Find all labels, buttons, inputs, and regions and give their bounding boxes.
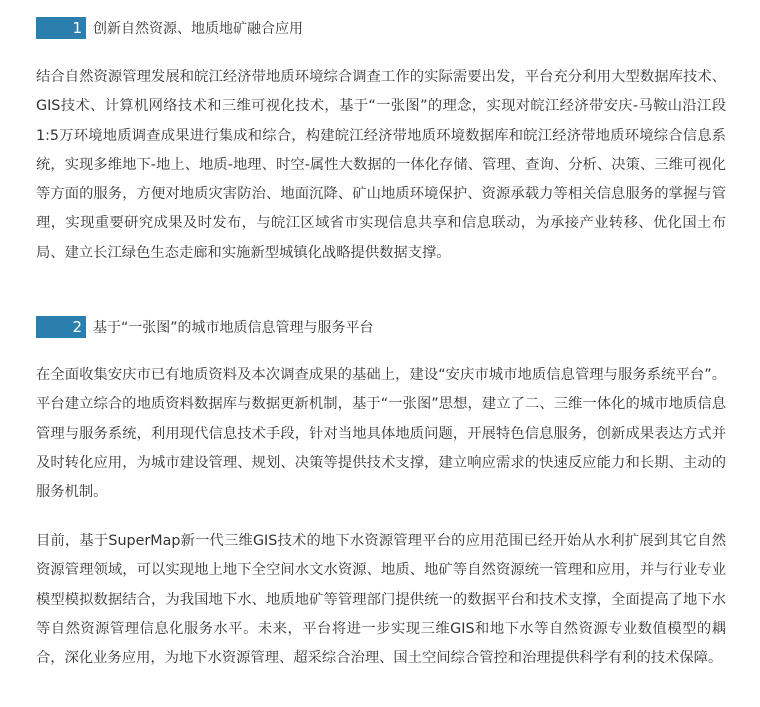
section-title: 基于“一张图”的城市地质信息管理与服务平台 [93, 320, 374, 336]
section-2-paragraph-1: 在全面收集安庆市已有地质资料及本次调查成果的基础上，建设“安庆市城市地质信息管理与服务系统平台”。平台建立综合的地质资料数据库与数据更新机制，基于“一张图”思想，建立了二、三维一体化的城市地质信息管理与服务系统，利用现代信息技术手段，针对当地具体地质问题，开展特色信息服务，创新成果表达方式并及时转化应用，为城市建设管理、规划、决策等提供技术支撑，建立响应需求的快速反应能力和长期、主动的服务机制。 [36, 367, 726, 501]
section-1-heading [36, 17, 303, 39]
section-2-heading [36, 316, 374, 338]
section-title: 创新自然资源、地质地矿融合应用 [93, 21, 303, 37]
section-1-paragraph: 结合自然资源管理发展和皖江经济带地质环境综合调查工作的实际需要出发，平台充分利用大型数据库技术、GIS技术、计算机网络技术和三维可视化技术，基于“一张图”的理念，实现对皖江经济带安庆-马鞍山沿江段1:5万环境地质调查成果进行集成和综合，构建皖江经济带地质环境数据库和皖江经济带地质环境综合信息系统，实现多维地下-地上、地质-地理、时空-属性大数据的一体化存储、管理、查询、分析、决策、三维可视化等方面的服务，方便对地质灾害防治、地面沉降、矿山地质环境保护、资源承载力等相关信息服务的掌握与管理，实现重要研究成果及时发布，与皖江区域省市实现信息共享和信息联动，为承接产业转移、优化国土布局、建立长江绿色生态走廊和实施新型城镇化战略提供数据支撑。 [36, 69, 726, 261]
section-number-badge: 2 [36, 316, 86, 338]
section-number-badge: 1 [36, 17, 86, 39]
section-2-paragraph-2: 目前，基于SuperMap新一代三维GIS技术的地下水资源管理平台的应用范围已经开始从水利扩展到其它自然资源管理领域，可以实现地上地下全空间水文水资源、地质、地矿等自然资源统一管理和应用，并与行业专业模型模拟数据结合，为我国地下水、地质地矿等管理部门提供统一的数据平台和技术支撑，全面提高了地下水等自然资源管理信息化服务水平。未来，平台将进一步实现三维GIS和地下水等自然资源专业数值模型的耦合，深化业务应用，为地下水资源管理、超采综合治理、国土空间综合管控和治理提供科学有利的技术保障。 [36, 533, 726, 667]
